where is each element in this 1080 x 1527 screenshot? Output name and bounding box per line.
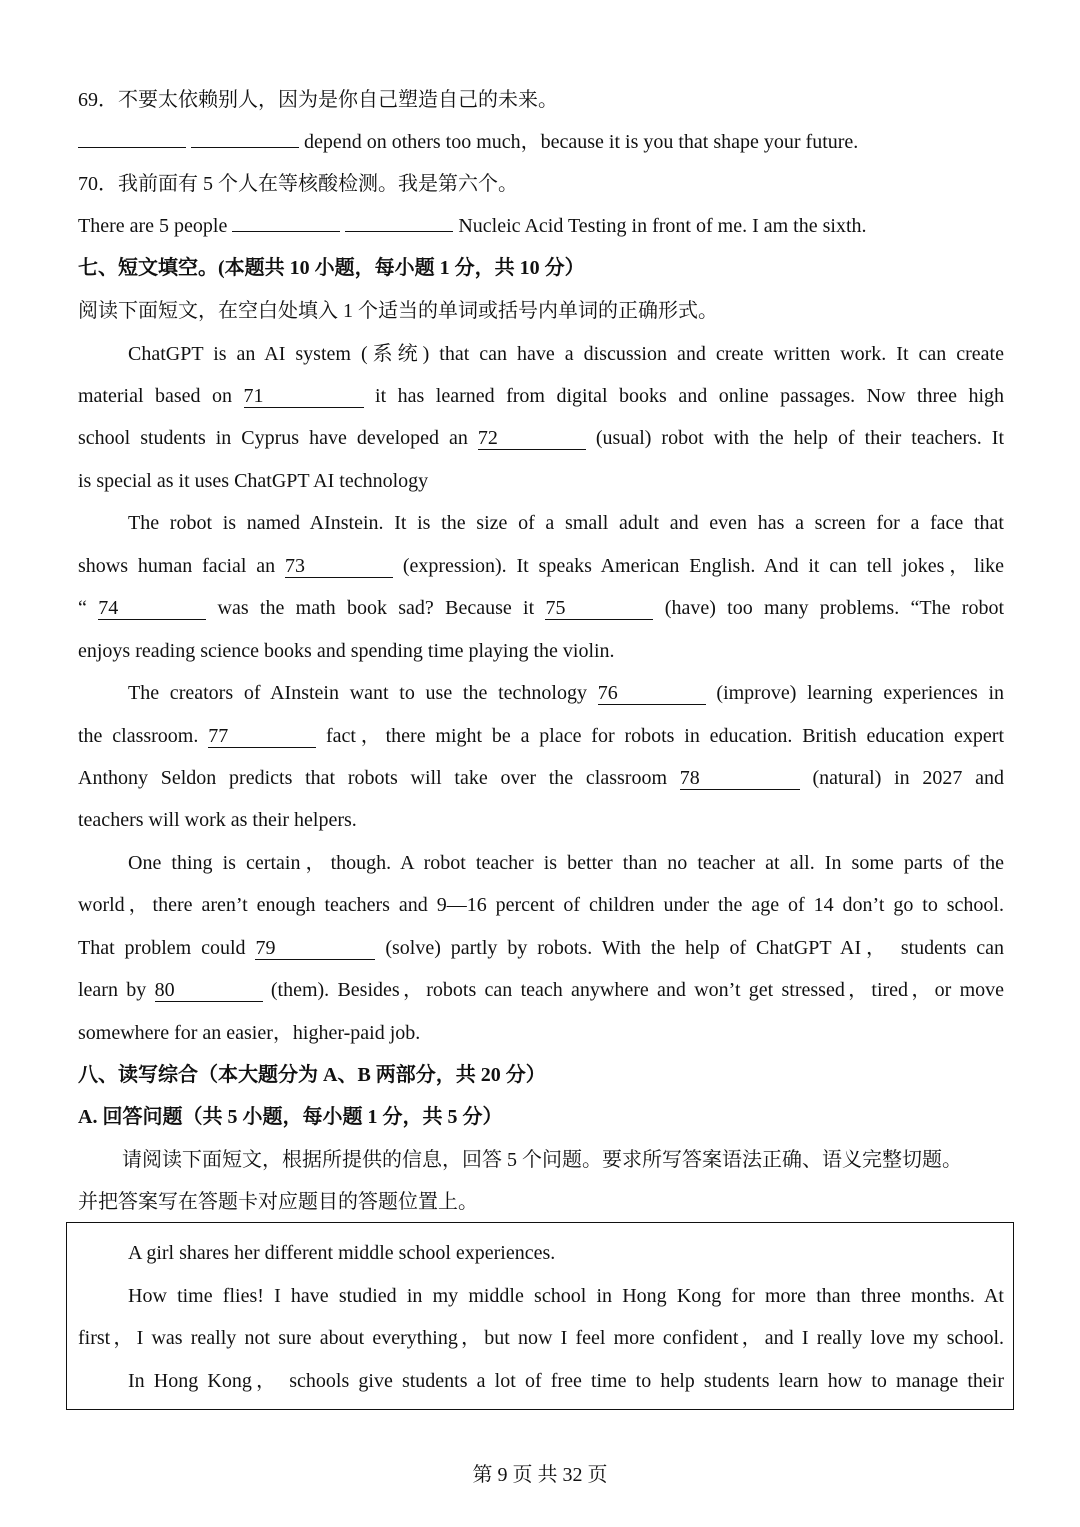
passage-text: (expression). It speaks American English. And it can tell jokes，like xyxy=(402,555,1005,577)
passage-line: world，there aren’t enough teachers and 9—16 percent of children under the age of 14 don’t go to school. xyxy=(78,894,1004,916)
passage-line: first，I was really not sure about everything，but now I feel more confident，and I really love my school. xyxy=(78,1327,1004,1349)
blank-77[interactable]: 77 xyxy=(208,725,316,748)
section-7-instruction: 阅读下面短文，在空白处填入 1 个适当的单词或括号内单词的正确形式。 xyxy=(78,300,718,322)
answer-blank[interactable] xyxy=(232,231,340,232)
passage-text: Anthony Seldon predicts that robots will take over the classroom xyxy=(78,767,668,789)
passage-text: it has learned from digital books and online passages. Now three high xyxy=(375,385,1005,407)
part-a-title: A. 回答问题（共 5 小题，每小题 1 分，共 5 分） xyxy=(78,1106,503,1128)
passage-text: learn by xyxy=(78,979,147,1001)
passage-line xyxy=(78,594,1004,622)
passage-line xyxy=(78,764,1004,792)
passage-line: teachers will work as their helpers. xyxy=(78,809,357,831)
passage-line: One thing is certain，though. A robot teacher is better than no teacher at all. In some parts of the xyxy=(128,852,1004,874)
passage-text: shows human facial an xyxy=(78,555,276,577)
passage-text: the classroom. xyxy=(78,725,199,747)
q69-prompt: 69．不要太依赖别人，因为是你自己塑造自己的未来。 xyxy=(78,89,558,111)
passage-line: somewhere for an easier，higher-paid job. xyxy=(78,1022,421,1044)
part-a-instruction: 请阅读下面短文，根据所提供的信息，回答 5 个问题。要求所写答案语法正确、语义完整切题。 xyxy=(122,1149,962,1171)
passage-text: (solve) partly by robots. With the help of ChatGPT AI， students can xyxy=(385,937,1005,959)
blank-72[interactable]: 72 xyxy=(478,427,586,450)
blank-78[interactable]: 78 xyxy=(680,767,800,790)
passage-line xyxy=(78,722,1004,750)
blank-76[interactable]: 76 xyxy=(598,682,706,705)
passage-line xyxy=(78,424,1004,452)
blank-75[interactable]: 75 xyxy=(545,597,653,620)
passage-line: In Hong Kong， schools give students a lot of free time to help students learn how to manage their xyxy=(128,1370,1004,1392)
passage-text: fact，there might be a place for robots in education. British education expert xyxy=(326,725,1005,747)
passage-text: That problem could xyxy=(78,937,246,959)
q69-sentence xyxy=(78,128,1004,156)
passage-line: A girl shares her different middle school experiences. xyxy=(128,1242,556,1264)
passage-line: is special as it uses ChatGPT AI technology xyxy=(78,470,429,492)
answer-blank[interactable] xyxy=(345,231,453,232)
passage-text: was the math book sad? Because it xyxy=(217,597,535,619)
passage-text: (usual) robot with the help of their teachers. It xyxy=(595,427,1005,449)
passage-line xyxy=(128,679,1004,707)
passage-line: How time flies! I have studied in my middle school in Hong Kong for more than three months. At xyxy=(128,1285,1004,1307)
passage-line xyxy=(78,552,1004,580)
passage-text: school students in Cyprus have developed an xyxy=(78,427,468,449)
passage-text: (have) too many problems. “The robot xyxy=(664,597,1005,619)
passage-line xyxy=(78,382,1004,410)
passage-text: (improve) learning experiences in xyxy=(716,682,1004,704)
blank-80[interactable]: 80 xyxy=(155,979,263,1002)
q70-sentence-text: Nucleic Acid Testing in front of me. I am the sixth. xyxy=(458,215,867,237)
section-8-title: 八、读写综合（本大题分为 A、B 两部分，共 20 分） xyxy=(78,1064,546,1086)
passage-text: (natural) in 2027 and xyxy=(812,767,1005,789)
part-a-instruction-cont: 并把答案写在答题卡对应题目的答题位置上。 xyxy=(78,1191,478,1213)
blank-71[interactable]: 71 xyxy=(244,385,364,408)
passage-line: enjoys reading science books and spending time playing the violin. xyxy=(78,640,615,662)
answer-blank[interactable] xyxy=(78,147,186,148)
answer-blank[interactable] xyxy=(191,147,299,148)
passage-line: ChatGPT is an AI system (系统) that can have a discussion and create written work. It can create xyxy=(128,343,1004,365)
passage-text: material based on xyxy=(78,385,233,407)
passage-text: The creators of AInstein want to use the technology xyxy=(128,682,587,704)
q70-sentence xyxy=(78,212,1004,240)
q70-sentence-start: There are 5 people xyxy=(78,215,228,237)
passage-line xyxy=(78,934,1004,962)
passage-line: The robot is named AInstein. It is the size of a small adult and even has a screen for a face that xyxy=(128,512,1004,534)
blank-79[interactable]: 79 xyxy=(255,937,375,960)
passage-text: (them). Besides，robots can teach anywhere and won’t get stressed，tired，or move xyxy=(270,979,1005,1001)
passage-line xyxy=(78,976,1004,1004)
blank-73[interactable]: 73 xyxy=(285,555,393,578)
page-footer: 第 9 页 共 32 页 xyxy=(472,1464,608,1486)
q69-sentence-text: depend on others too much，because it is you that shape your future. xyxy=(304,131,859,153)
q70-prompt: 70．我前面有 5 个人在等核酸检测。我是第六个。 xyxy=(78,173,518,195)
passage-text: “ xyxy=(78,597,87,619)
blank-74[interactable]: 74 xyxy=(98,597,206,620)
section-7-title: 七、短文填空。(本题共 10 小题，每小题 1 分，共 10 分） xyxy=(78,257,585,279)
